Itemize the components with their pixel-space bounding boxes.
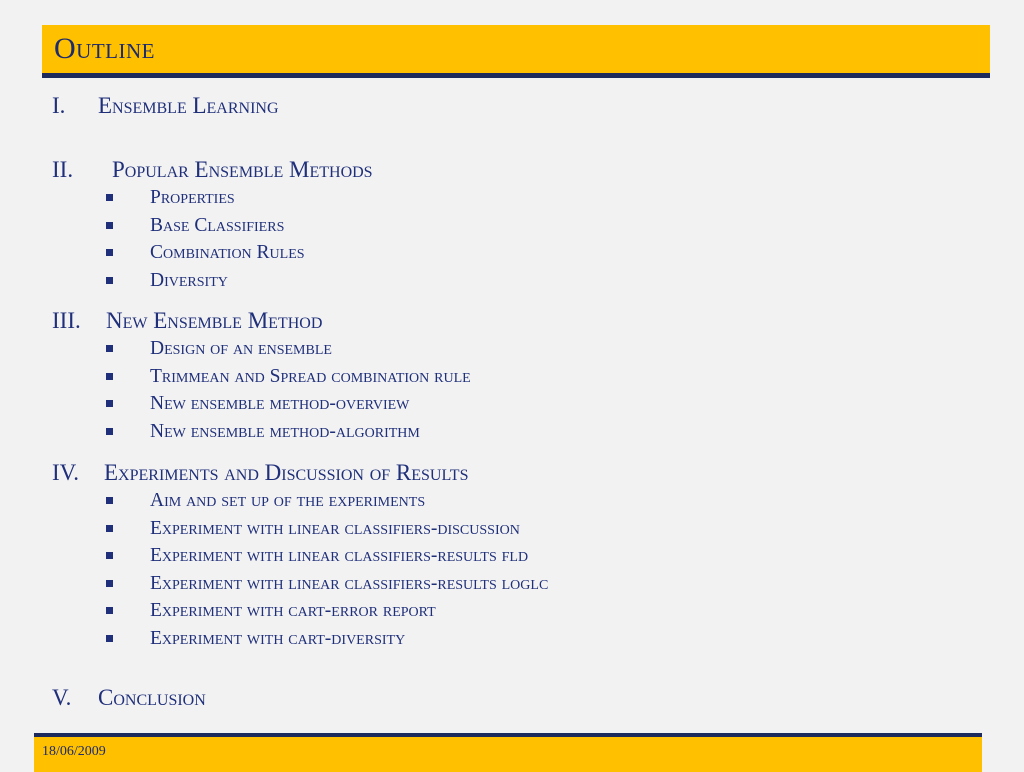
outline-list — [52, 92, 992, 712]
section-label: Popular Ensemble Methods — [112, 157, 373, 182]
list-item: Base Classifiers — [52, 212, 992, 240]
list-item: Experiment with cart-error report — [52, 597, 992, 625]
section-5 — [52, 684, 992, 712]
square-bullet-icon — [106, 222, 113, 229]
section-label: New Ensemble Method — [106, 308, 323, 333]
list-item: Experiment with cart-diversity — [52, 625, 992, 653]
list-item: New ensemble method-overview — [52, 390, 992, 418]
square-bullet-icon — [106, 552, 113, 559]
footer-date: 18/06/2009 — [42, 744, 106, 759]
square-bullet-icon — [106, 400, 113, 407]
square-bullet-icon — [106, 373, 113, 380]
section-label: Conclusion — [98, 685, 206, 710]
list-item: Combination Rules — [52, 239, 992, 267]
square-bullet-icon — [106, 249, 113, 256]
title-bar — [42, 25, 990, 78]
section-3 — [52, 307, 992, 335]
section-number: V. — [52, 685, 72, 710]
section-2 — [52, 156, 992, 184]
square-bullet-icon — [106, 277, 113, 284]
section-number: I. — [52, 93, 66, 118]
section-label: Ensemble Learning — [98, 93, 279, 118]
section-number: II. — [52, 157, 74, 182]
list-item: Diversity — [52, 267, 992, 295]
list-item: Experiment with linear classifiers-results loglc — [52, 570, 992, 598]
footer-bar — [34, 733, 982, 772]
section-number: III. — [52, 308, 81, 333]
square-bullet-icon — [106, 345, 113, 352]
slide-title: Outline — [54, 32, 155, 65]
section-1 — [52, 92, 992, 120]
list-item: Design of an ensemble — [52, 335, 992, 363]
square-bullet-icon — [106, 607, 113, 614]
square-bullet-icon — [106, 635, 113, 642]
section-number: IV. — [52, 460, 80, 485]
section-4 — [52, 459, 992, 487]
list-item: Properties — [52, 184, 992, 212]
square-bullet-icon — [106, 194, 113, 201]
list-item: Experiment with linear classifiers-results fld — [52, 542, 992, 570]
list-item: Aim and set up of the experiments — [52, 487, 992, 515]
square-bullet-icon — [106, 428, 113, 435]
list-item: Experiment with linear classifiers-discussion — [52, 515, 992, 543]
square-bullet-icon — [106, 580, 113, 587]
list-item: Trimmean and Spread combination rule — [52, 363, 992, 391]
section-label: Experiments and Discussion of Results — [104, 460, 469, 485]
square-bullet-icon — [106, 525, 113, 532]
list-item: New ensemble method-algorithm — [52, 418, 992, 446]
square-bullet-icon — [106, 497, 113, 504]
